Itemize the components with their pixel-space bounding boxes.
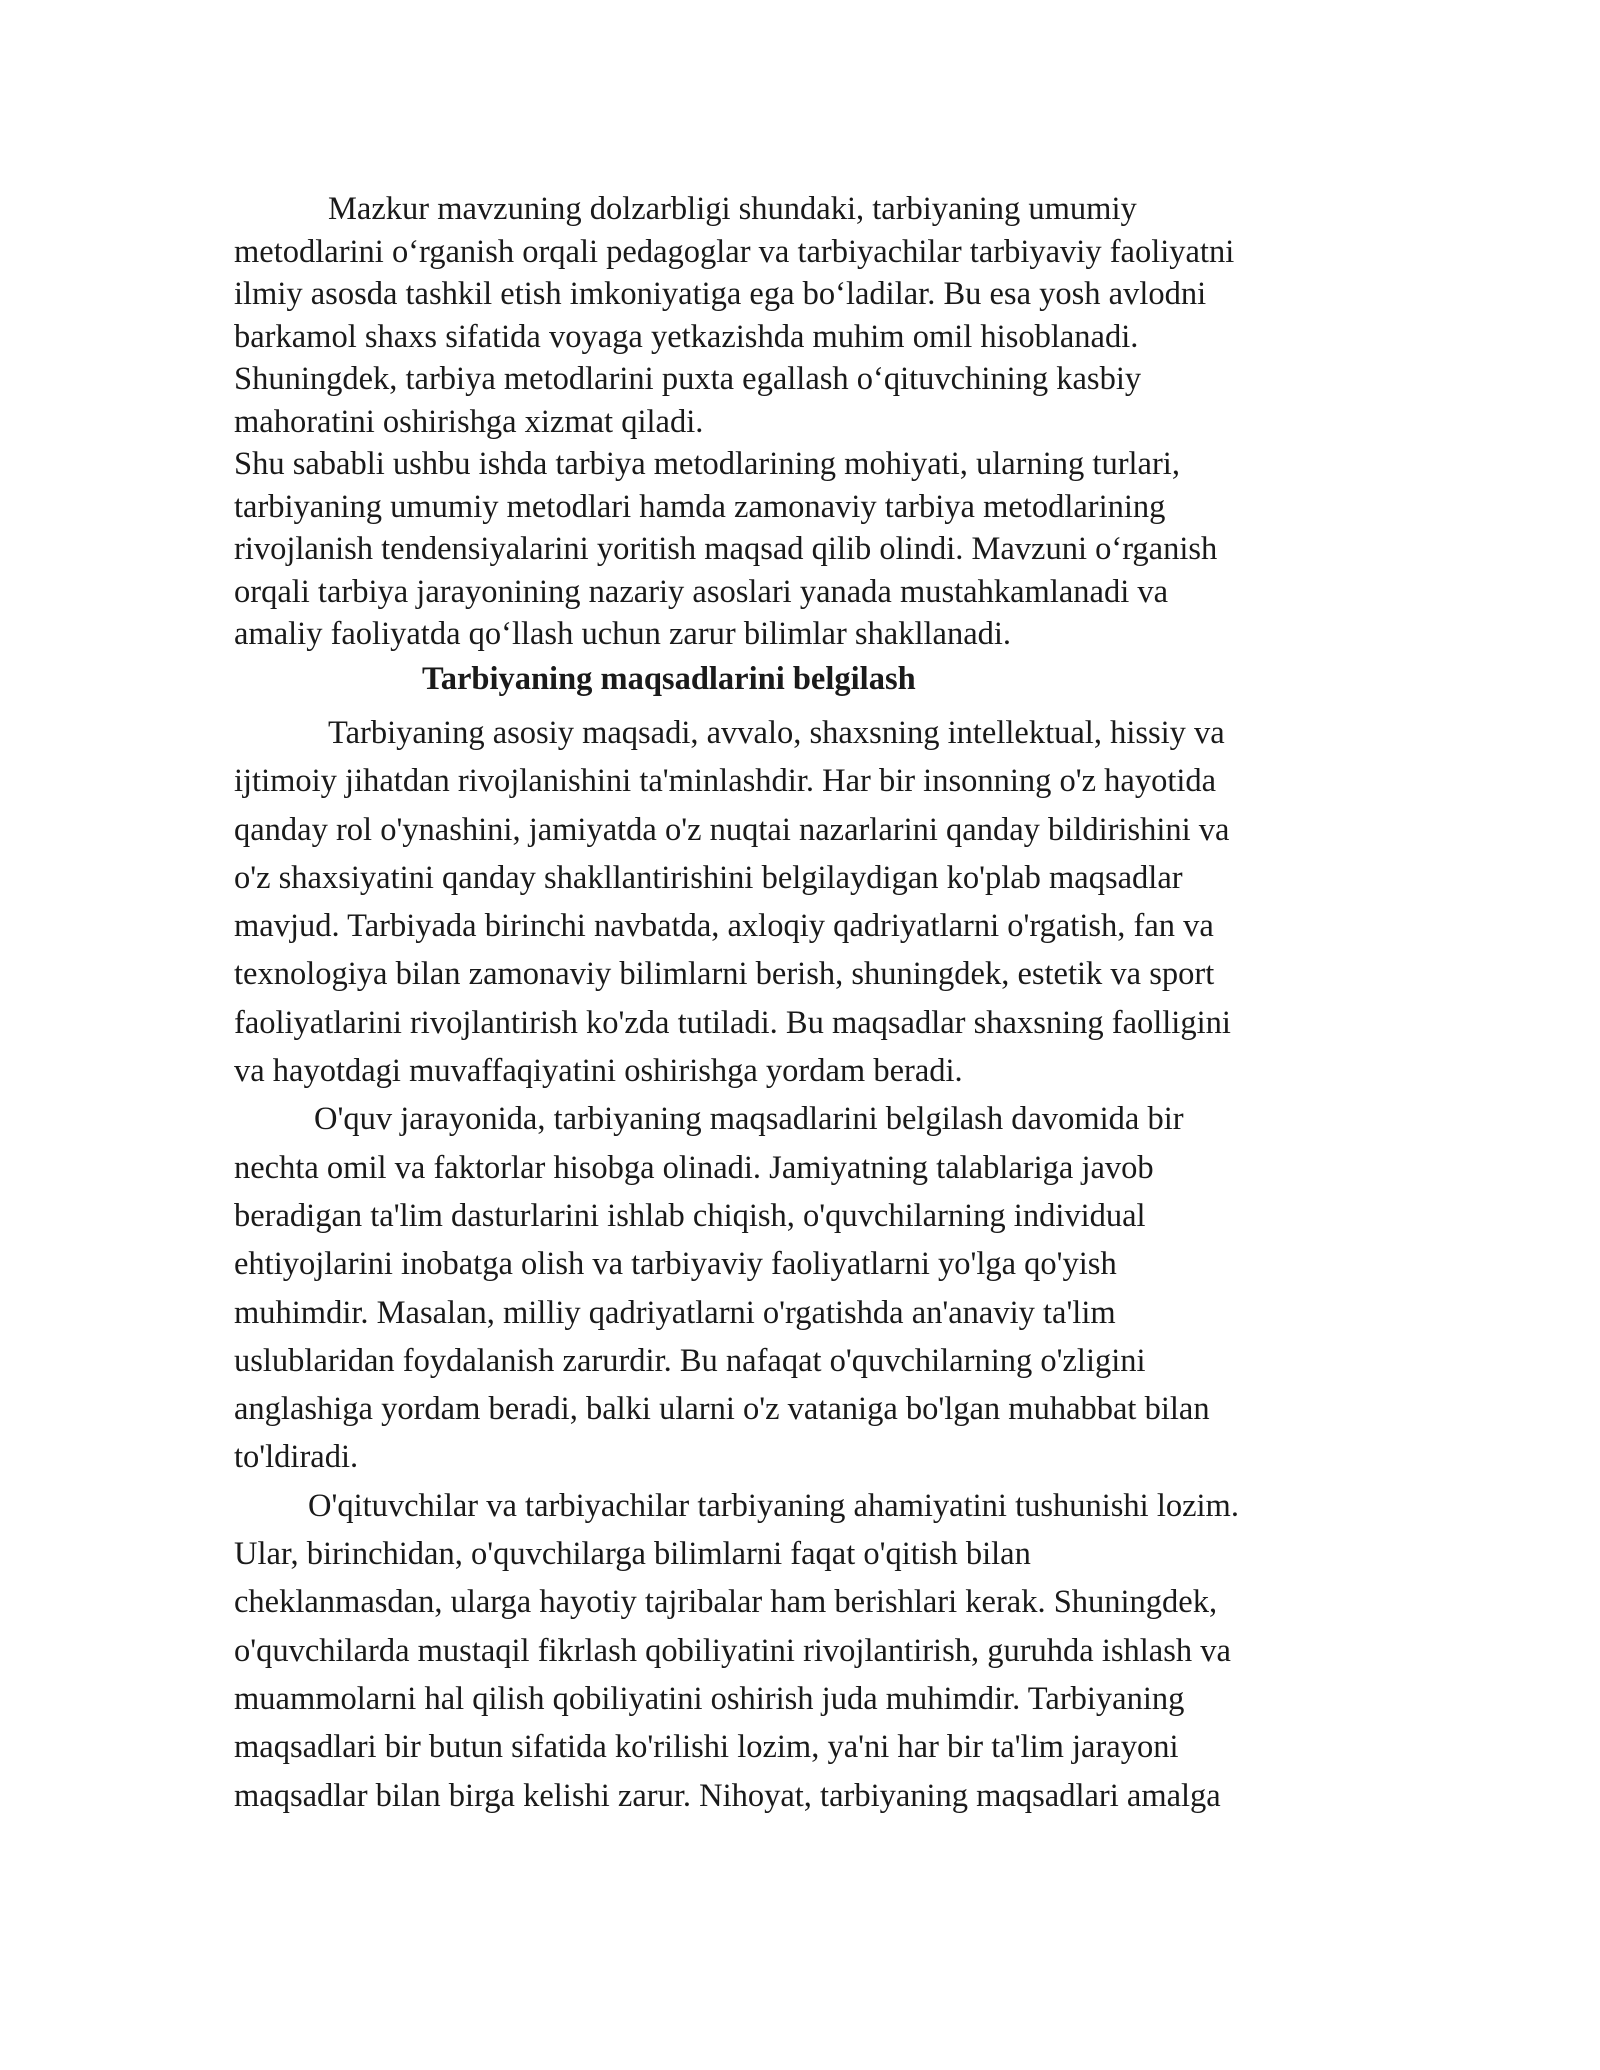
text-line: o'quvchilarda mustaqil fikrlash qobiliyatini rivojlantirish, guruhda ishlash va (234, 1632, 1231, 1669)
text-line: O'qituvchilar va tarbiyachilar tarbiyaning ahamiyatini tushunishi lozim. (308, 1487, 1239, 1524)
text-line: anglashiga yordam beradi, balki ularni o'z vataniga bo'lgan muhabbat bilan (234, 1391, 1210, 1428)
text-line: qanday rol o'ynashini, jamiyatda o'z nuqtai nazarlarini qanday bildirishini va (234, 811, 1230, 848)
intro-section (234, 188, 1364, 656)
text-line: o'z shaxsiyatini qanday shakllantirishini belgilaydigan ko'plab maqsadlar (234, 859, 1183, 896)
text-line: cheklanmasdan, ularga hayotiy tajribalar ham berishlari kerak. Shuningdek, (234, 1584, 1218, 1621)
text-line: mahoratini oshirishga xizmat qiladi. (234, 403, 704, 440)
text-line: to'ldiradi. (234, 1439, 359, 1476)
text-line: mavjud. Tarbiyada birinchi navbatda, axloqiy qadriyatlarni o'rgatish, fan va (234, 908, 1214, 945)
text-line: beradigan ta'lim dasturlarini ishlab chiqish, o'quvchilarning individual (234, 1197, 1146, 1234)
text-line: amaliy faoliyatda qo‘llash uchun zarur bilimlar shakllanadi. (234, 616, 1012, 652)
text-line: nechta omil va faktorlar hisobga olinadi. Jamiyatning talablariga javob (234, 1149, 1154, 1186)
text-line: metodlarini o‘rganish orqali pedagoglar va tarbiyachilar tarbiyaviy faoliyatni (234, 233, 1235, 270)
text-line: va hayotdagi muvaffaqiyatini oshirishga yordam beradi. (234, 1053, 963, 1090)
text-line: muhimdir. Masalan, milliy qadriyatlarni o'rgatishda an'anaviy ta'lim (234, 1294, 1116, 1331)
text-line: orqali tarbiya jarayonining nazariy asoslari yanada mustahkamlanadi va (234, 573, 1169, 610)
text-line: ehtiyojlarini inobatga olish va tarbiyaviy faoliyatlarni yo'lga qo'yish (234, 1246, 1117, 1283)
text-line: ilmiy asosda tashkil etish imkoniyatiga ega bo‘ladilar. Bu esa yosh avlodni (234, 276, 1207, 312)
text-line: Shu sababli ushbu ishda tarbiya metodlarining mohiyati, ularning turlari, (234, 446, 1180, 482)
text-line: barkamol shaxs sifatida voyaga yetkazishda muhim omil hisoblanadi. (234, 318, 1139, 355)
text-line: texnologiya bilan zamonaviy bilimlarni berish, shuningdek, estetik va sport (234, 956, 1215, 993)
text-line: maqsadlar bilan birga kelishi zarur. Nihoyat, tarbiyaning maqsadlari amalga (234, 1777, 1221, 1814)
section-heading: Tarbiyaning maqsadlarini belgilash (422, 661, 916, 697)
text-line: uslublaridan foydalanish zarurdir. Bu nafaqat o'quvchilarning o'zligini (234, 1342, 1146, 1379)
text-line: tarbiyaning umumiy metodlari hamda zamonaviy tarbiya metodlarining (234, 488, 1166, 525)
body-section (234, 709, 1364, 1820)
text-line: faoliyatlarini rivojlantirish ko'zda tutiladi. Bu maqsadlar shaxsning faolligini (234, 1004, 1231, 1041)
text-line: Mazkur mavzuning dolzarbligi shundaki, tarbiyaning umumiy (328, 191, 1137, 227)
text-line: muammolarni hal qilish qobiliyatini oshirish juda muhimdir. Tarbiyaning (234, 1680, 1185, 1717)
text-line: Ular, birinchidan, o'quvchilarga bilimlarni faqat o'qitish bilan (234, 1536, 1031, 1573)
text-line: Shuningdek, tarbiya metodlarini puxta egallash o‘qituvchining kasbiy (234, 361, 1142, 397)
text-line: O'quv jarayonida, tarbiyaning maqsadlarini belgilash davomida bir (314, 1101, 1184, 1138)
text-line: Tarbiyaning asosiy maqsadi, avvalo, shaxsning intellektual, hissiy va (328, 715, 1225, 751)
text-line: maqsadlari bir butun sifatida ko'rilishi lozim, ya'ni har bir ta'lim jarayoni (234, 1729, 1179, 1766)
text-line: rivojlanish tendensiyalarini yoritish maqsad qilib olindi. Mavzuni o‘rganish (234, 531, 1218, 567)
text-line: ijtimoiy jihatdan rivojlanishini ta'minlashdir. Har bir insonning o'z hayotida (234, 763, 1217, 800)
